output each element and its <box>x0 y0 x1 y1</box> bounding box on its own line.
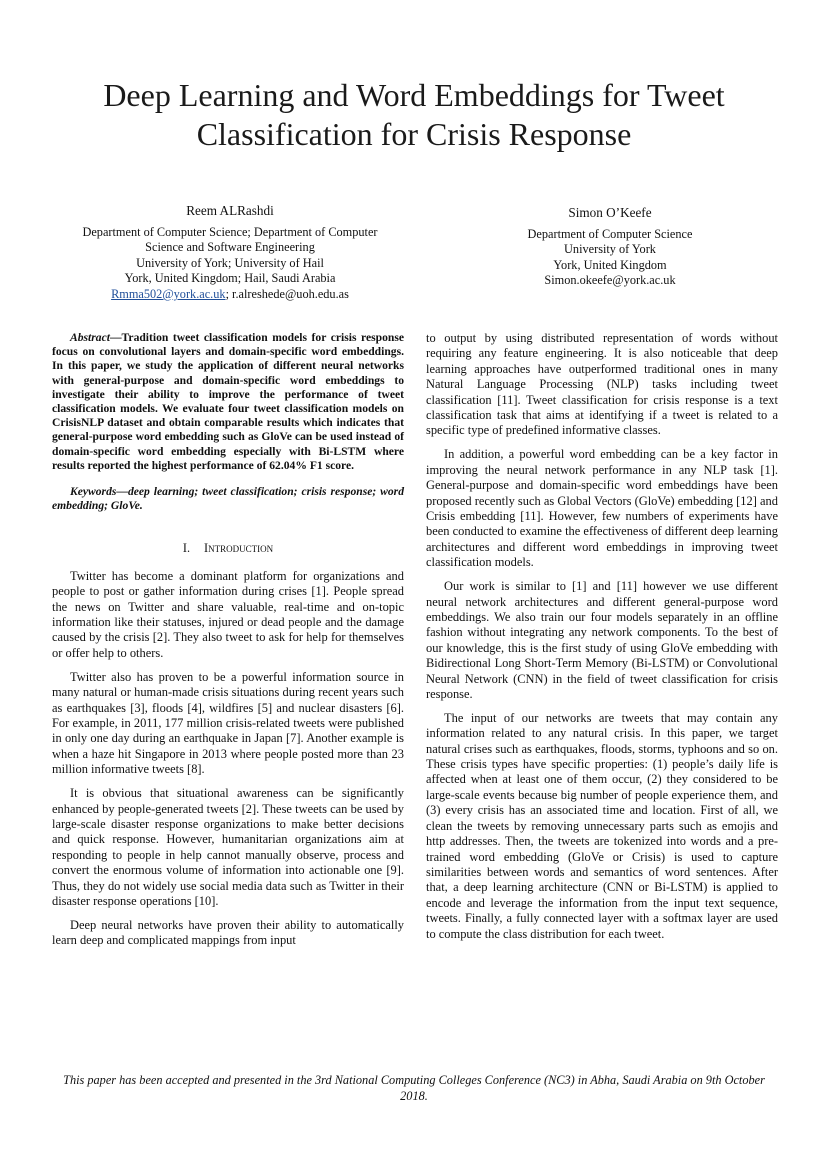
author-name: Reem ALRashdi <box>186 203 274 218</box>
body-paragraph: Twitter has become a dominant platform for organizations and people to post or gather information during crises [1]. People spread the news on Twitter and share valuable, real-time and on-topic information like their statuses, injured or dead people and the damage caused by the crisis [2]. They also tweet to ask for help for themselves or offer help to others. <box>52 568 404 660</box>
right-column <box>426 331 778 950</box>
author-affiliation-line: University of York; University of Hail <box>136 255 324 270</box>
keywords-lead: Keywords <box>70 485 117 499</box>
body-paragraph: It is obvious that situational awareness can be significantly enhanced by people-generated tweets [2]. These tweets can be used by large-scale disaster response organizations to make better decisions and quick response. However, humanitarian organizations aim at responding to people in help cannot manually observe, process and convert the enormous volume of information into actionable one [9]. Thus, they do not widely use social media data such as Twitter in their disaster response operations [10]. <box>52 786 404 908</box>
author-block-2 <box>440 205 780 289</box>
author-block-1 <box>40 203 420 303</box>
author-affiliation-line: York, United Kingdom <box>553 257 667 272</box>
abstract <box>52 331 404 473</box>
author-affiliation-line: Science and Software Engineering <box>145 240 315 255</box>
author-email-link[interactable]: Rmma502@york.ac.uk <box>111 286 226 301</box>
paper-title: Deep Learning and Word Embeddings for Tweet Classification for Crisis Response <box>103 77 725 152</box>
section-number: I. <box>182 541 191 556</box>
author-affiliation-line: Department of Computer Science <box>527 226 693 241</box>
author-affiliation-line: Department of Computer Science; Department of Computer <box>82 224 378 239</box>
keywords-text: —deep learning; tweet classification; crisis response; word embedding; GloVe. <box>52 485 404 513</box>
section-title: Introduction <box>204 541 274 556</box>
footer-note: This paper has been accepted and presented in the 3rd National Computing Colleges Conference (NC3) in Abha, Saudi Arabia on 9th October 2018. <box>63 1073 765 1103</box>
author-name: Simon O’Keefe <box>568 205 652 220</box>
body-paragraph: The input of our networks are tweets that may contain any information related to any natural crisis. In this paper, we target natural crises such as earthquakes, floods, storms, typhoons and so on. These crisis types have specific properties: (1) people’s daily life is affected when at least one of them occur, (2) they considered to be large-scale events because big number of people experience them, and (3) every crisis has an associated time and location. First of all, we clean the tweets by removing unnecessary parts such as emojis and http addresses. Then, the tweets are tokenized into words and a pre-trained word embedding (GloVe or Crisis) is used to capture similarities between words and semantics of word sentences. After that, a deep learning architecture (CNN or Bi-LSTM) is applied to encode and leverage the information from the input text sequence, tweets. Finally, a fully connected layer with a softmax layer are used to compute the class distribution for each tweet. <box>426 710 778 941</box>
left-column <box>52 331 404 957</box>
author-affiliation-line: York, United Kingdom; Hail, Saudi Arabia <box>124 271 336 286</box>
keywords <box>52 485 404 513</box>
abstract-text: —Tradition tweet classification models for crisis response focus on convolutional layers and domain-specific word embeddings. In this paper, we study the application of different neural networks with general-purpose and domain-specific word embeddings to investigate their ability to improve the performance of tweet classification models. We evaluate four tweet classification models on CrisisNLP dataset and obtain comparable results which indicates that general-purpose word embedding such as GloVe can be used instead of domain-specific word embedding especially with Bi-LSTM where results reported the highest performance of 62.04% F1 score. <box>52 331 404 472</box>
author-affiliation-line: University of York <box>564 242 656 257</box>
body-paragraph: Deep neural networks have proven their ability to automatically learn deep and complicated mappings from input <box>52 917 404 948</box>
author-email: Simon.okeefe@york.ac.uk <box>544 273 676 288</box>
author-email-line <box>40 287 420 303</box>
body-paragraph: Our work is similar to [1] and [11] however we use different neural network architectures and different general-purpose word embeddings. We also train our four models separately in an offline fashion without integrating any network components. To the best of our knowledge, this is the first study of using GloVe embedding with Bidirectional Long Short-Term Memory (Bi-LSTM) or Convolutional Neural Network (CNN) in the field of tweet classification for crisis response. <box>426 579 778 701</box>
section-heading <box>52 541 404 556</box>
body-paragraph: to output by using distributed representation of words without requiring any feature engineering. It is also noticeable that deep learning approaches have outperformed traditional ones in many Natural Language Processing (NLP) tasks including tweet classification [11]. Tweet classification for crisis response is a text classification task that aims at identifying if a tweet is related to a specific type of predefined informative classes. <box>426 331 778 438</box>
author-email-secondary: ; r.alreshede@uoh.edu.as <box>225 286 349 301</box>
body-paragraph: Twitter also has proven to be a powerful information source in many natural or human-made crisis situations during recent years such as earthquakes [3], floods [4], wildfires [5] and nuclear disasters [6]. For example, in 2011, 177 million crisis-related tweets were published in only one day during an earthquake in Japan [7]. Another example is when a haze hit Singapore in 2013 where people posted more than 23 million informative tweets [8]. <box>52 669 404 777</box>
body-paragraph: In addition, a powerful word embedding can be a key factor in improving the neural network performance in any NLP task [1]. General-purpose and domain-specific word embeddings have been proposed recently such as Global Vectors (GloVe) embedding [12] and Crisis embedding [11]. However, few numbers of experiments have been conducted to examine the effectiveness of different deep learning architectures and different word embeddings in improving tweet classification models. <box>426 447 778 570</box>
abstract-lead: Abstract <box>70 331 110 344</box>
